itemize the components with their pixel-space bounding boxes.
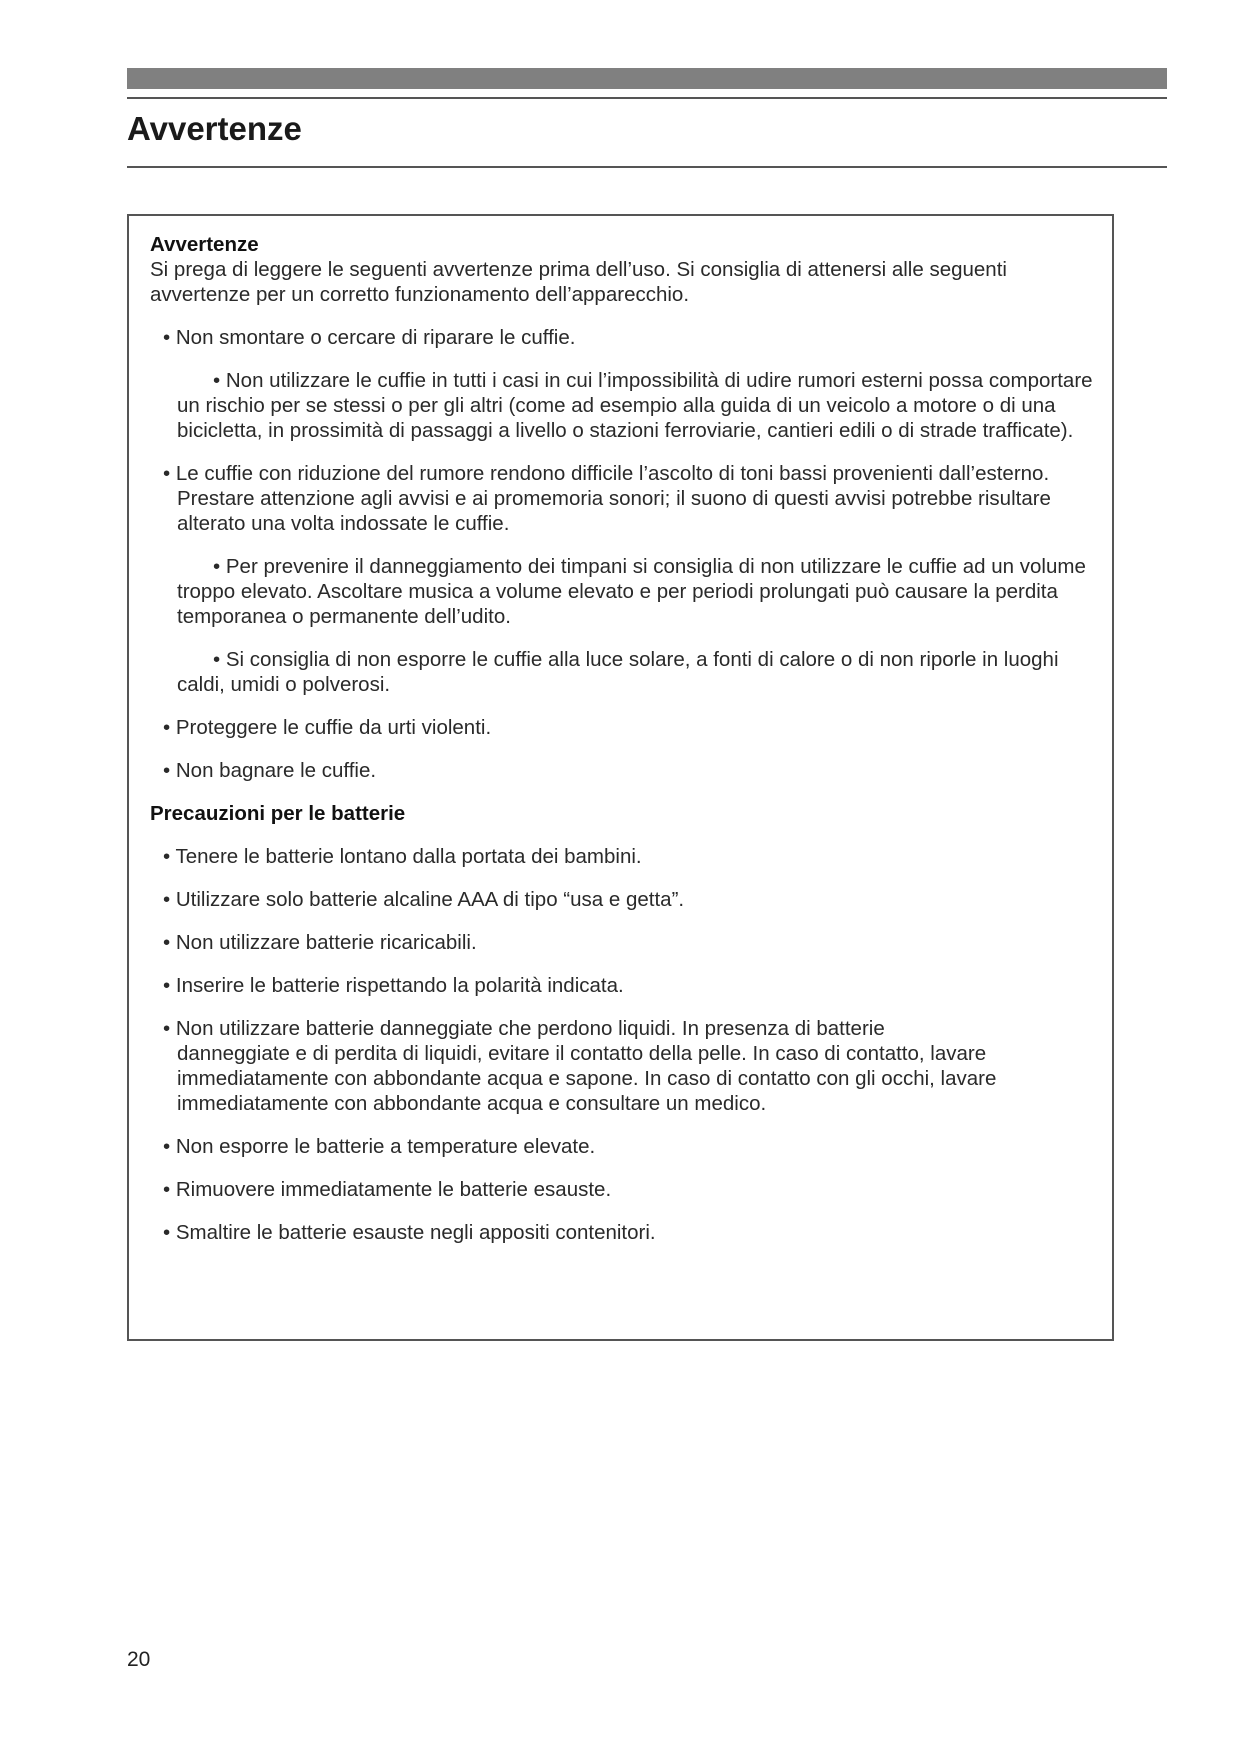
header-rule	[127, 97, 1167, 99]
warnings-box	[127, 214, 1114, 1341]
warning-item: • Le cuffie con riduzione del rumore rendono difficile l’ascolto di toni bassi provenienti dall’esterno. Prestare attenzione agli avvisi e ai promemoria sonori; il suono di questi avvisi potrebbe risultare alterato una volta indossate le cuffie.	[163, 462, 1051, 535]
title-rule	[127, 166, 1167, 168]
page-number: 20	[127, 1648, 151, 1671]
warning-item: • Proteggere le cuffie da urti violenti.	[163, 716, 492, 739]
battery-item: • Non esporre le batterie a temperature elevate.	[163, 1135, 596, 1158]
battery-item: • Inserire le batterie rispettando la polarità indicata.	[163, 974, 624, 997]
battery-item: • Utilizzare solo batterie alcaline AAA di tipo “usa e getta”.	[163, 888, 685, 911]
warnings-content	[150, 232, 1095, 1263]
warnings-intro: Si prega di leggere le seguenti avvertenze prima dell’uso. Si consiglia di attenersi alle seguenti avvertenze per un corretto funzionamento dell’apparecchio.	[150, 258, 1007, 306]
battery-item: • Rimuovere immediatamente le batterie esauste.	[163, 1178, 612, 1201]
page-title: Avvertenze	[127, 110, 302, 147]
warning-item: • Non bagnare le cuffie.	[163, 759, 377, 782]
header-bar	[127, 68, 1167, 89]
battery-item: • Smaltire le batterie esauste negli appositi contenitori.	[163, 1221, 656, 1244]
battery-leak-item	[150, 1016, 1095, 1116]
warning-item: • Non utilizzare le cuffie in tutti i casi in cui l’impossibilità di udire rumori esterni possa comportare un rischio per se stessi o per gli altri (come ad esempio alla guida di un veicolo a motore o di una bicicletta, in prossimità di passaggi a livello o stazioni ferroviarie, cantieri edili o di strade trafficate).	[177, 369, 1093, 442]
warning-item: • Per prevenire il danneggiamento dei timpani si consiglia di non utilizzare le cuffie ad un volume troppo elevato. Ascoltare musica a volume elevato e per periodi prolungati può causare la perdita temporanea o permanente dell’udito.	[177, 555, 1086, 628]
battery-item: • Tenere le batterie lontano dalla portata dei bambini.	[163, 845, 642, 868]
warning-item: • Si consiglia di non esporre le cuffie alla luce solare, a fonti di calore o di non riporle in luoghi caldi, umidi o polverosi.	[177, 648, 1059, 696]
warning-item: • Non smontare o cercare di riparare le cuffie.	[163, 326, 576, 349]
battery-heading: Precauzioni per le batterie	[150, 802, 406, 825]
battery-item: • Non utilizzare batterie ricaricabili.	[163, 931, 477, 954]
warnings-heading: Avvertenze	[150, 233, 259, 256]
battery-leak-rest: danneggiate e di perdita di liquidi, evitare il contatto della pelle. In caso di contatto, lavare immediatamente con abbondante acqua e sapone. In caso di contatto con gli occhi, lavare immediatamente con abbondante acqua e consultare un medico.	[177, 1042, 997, 1115]
battery-leak-first-line: • Non utilizzare batterie danneggiate che perdono liquidi. In presenza di batterie	[163, 1017, 885, 1040]
